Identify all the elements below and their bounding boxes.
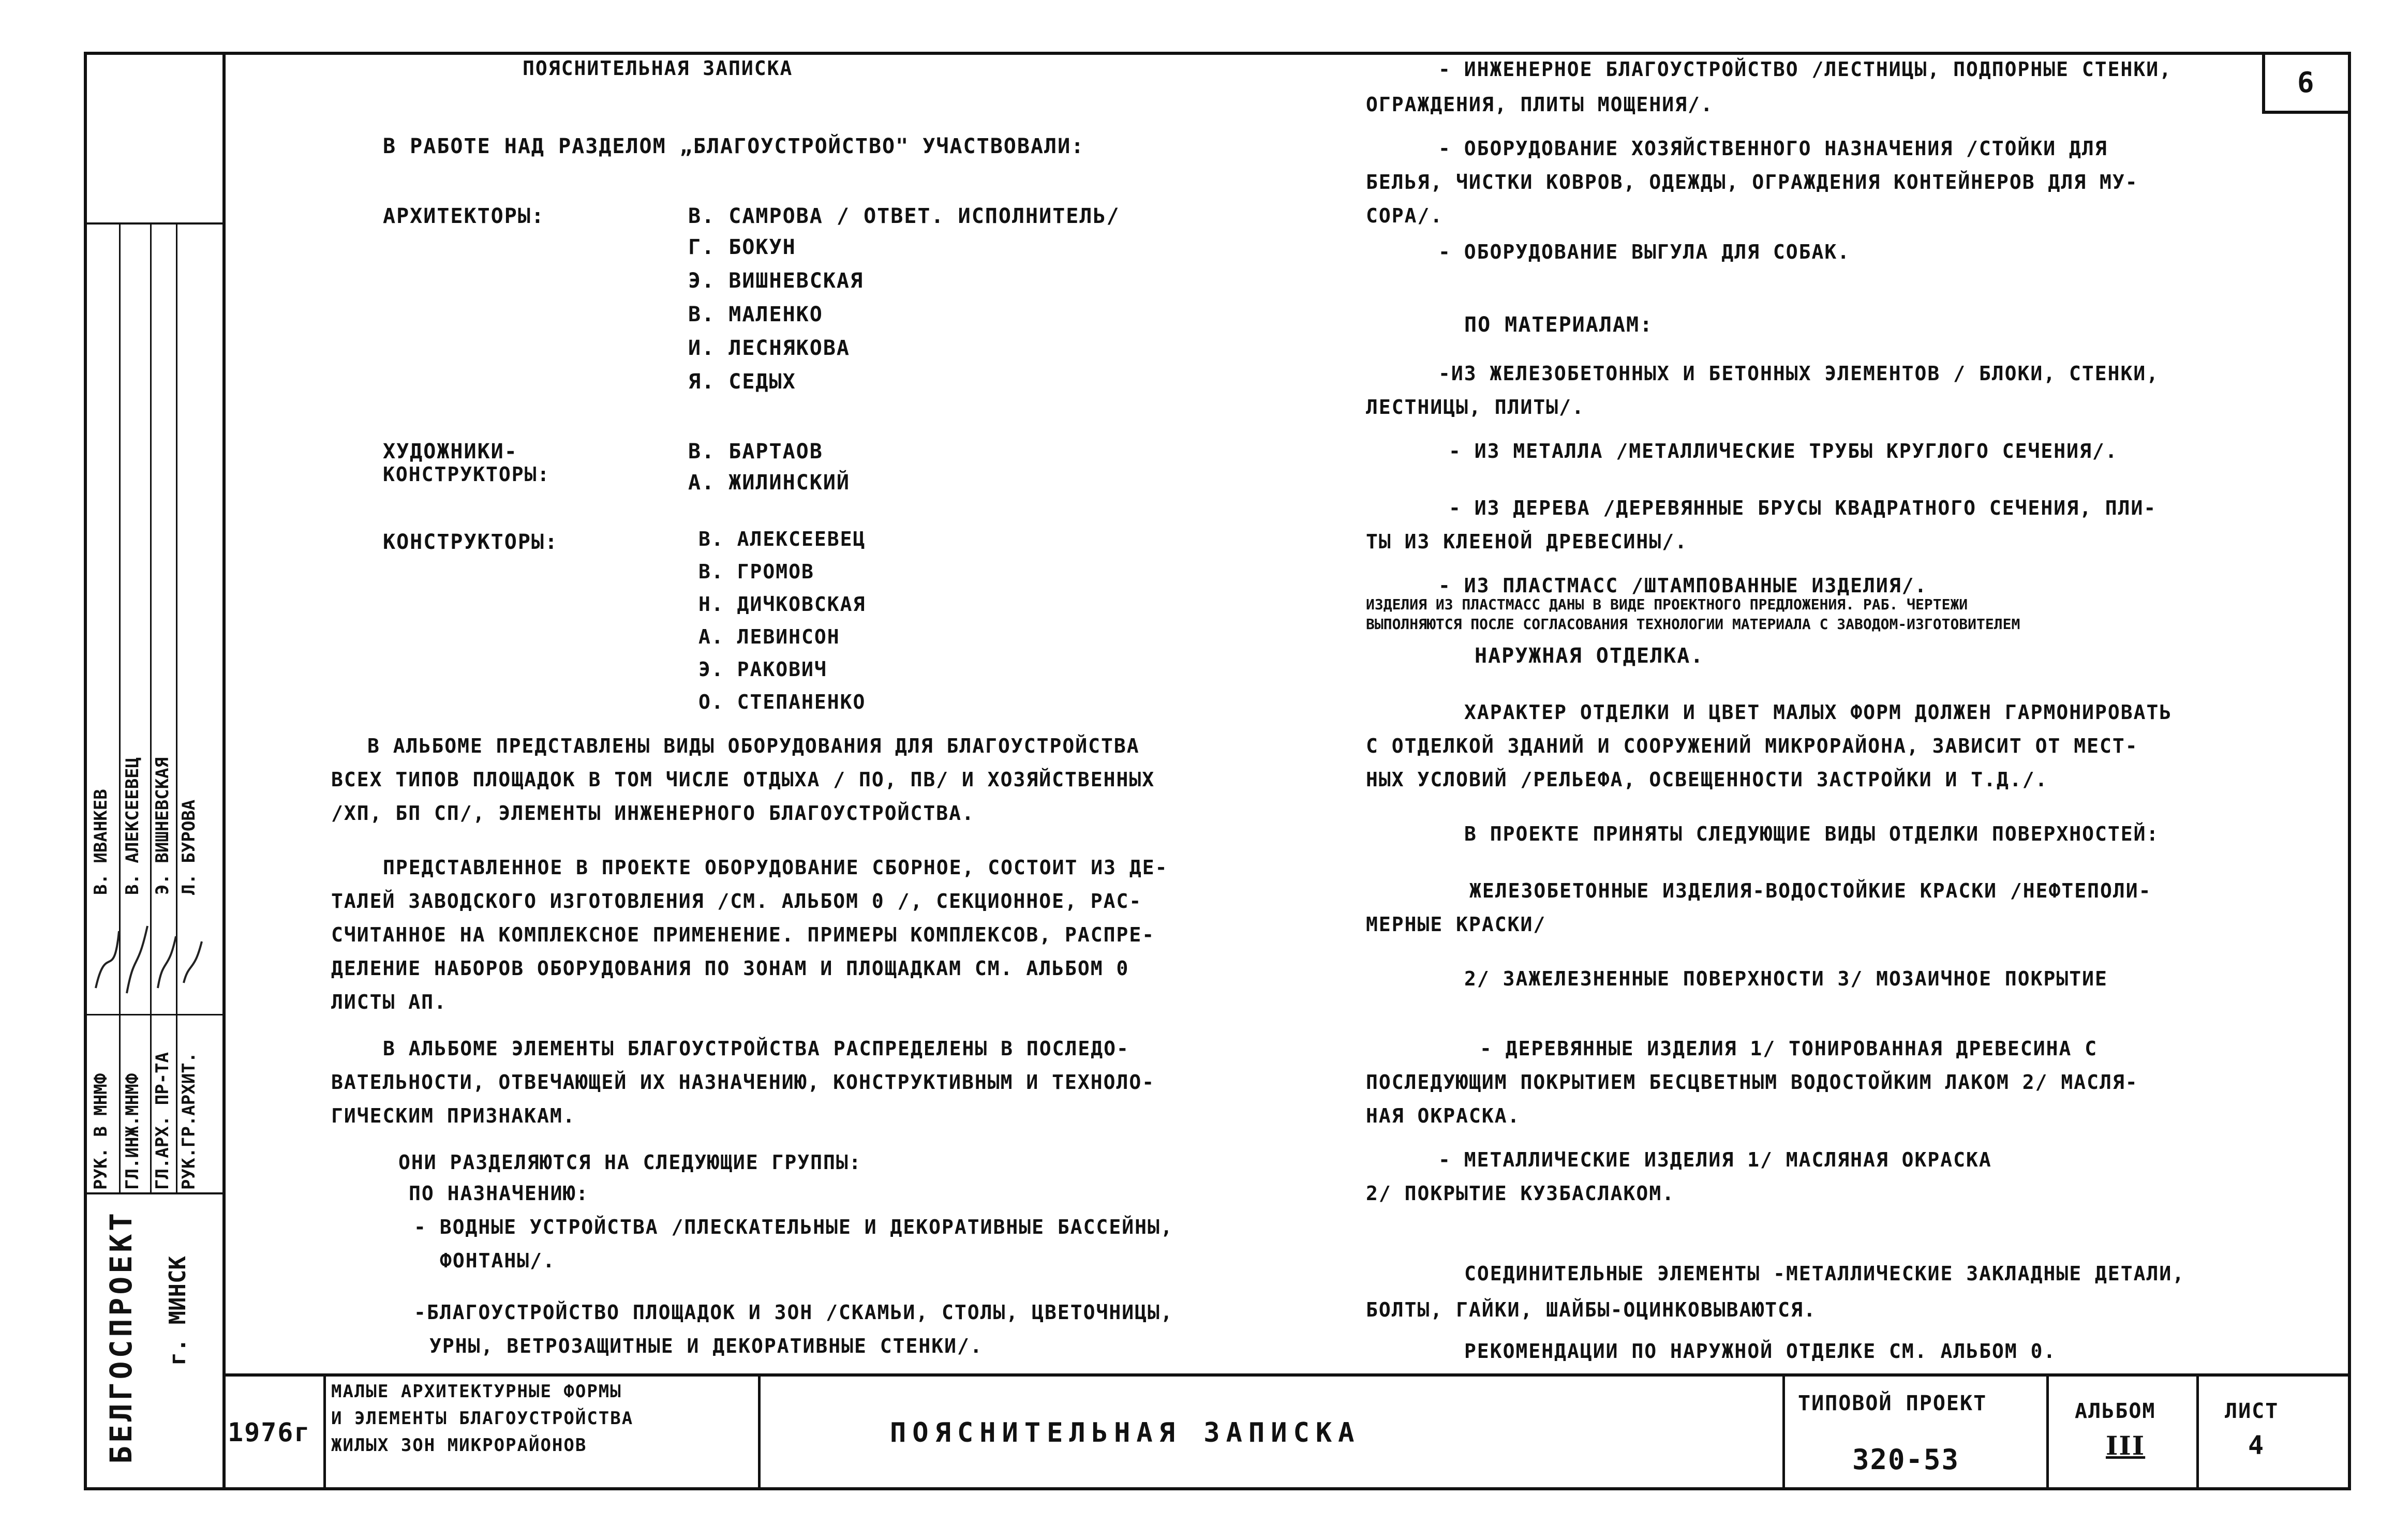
p2-line-2: ТАЛЕЙ ЗАВОДСКОГО ИЗГОТОВЛЕНИЯ /СМ. АЛЬБОМ 0 /, СЕКЦИОННОЕ, РАС- — [331, 890, 1142, 913]
stamp-subject-1: МАЛЫЕ АРХИТЕКТУРНЫЕ ФОРМЫ — [331, 1381, 622, 1402]
r11: 2/ ЗАЖЕЛЕЗНЕННЫЕ ПОВЕРХНОСТИ 3/ МОЗАИЧНОЕ ПОКРЫТИЕ — [1464, 967, 2108, 990]
margin-role-1: РУК. В МНМФ — [91, 1073, 111, 1190]
border-left — [84, 52, 87, 1490]
architect-2: Г. БОКУН — [688, 235, 796, 259]
p6-line-2: УРНЫ, ВЕТРОЗАЩИТНЫЕ И ДЕКОРАТИВНЫЕ СТЕНКИ/. — [429, 1335, 983, 1357]
r12-line-2: ПОСЛЕДУЮЩИМ ПОКРЫТИЕМ БЕСЦВЕТНЫМ ВОДОСТОЙКИМ ЛАКОМ 2/ МАСЛЯ- — [1366, 1071, 2138, 1094]
margin-role-2: ГЛ.ИНЖ.МНМФ — [122, 1073, 143, 1190]
stamp-div-4 — [2046, 1373, 2049, 1490]
stamp-sheet-label: ЛИСТ — [2225, 1399, 2279, 1423]
margin-name-4: Л. БУРОВА — [178, 799, 199, 895]
margin-role-3: ГЛ.АРХ. ПР-ТА — [152, 1052, 173, 1190]
margin-table-bottom — [84, 1192, 224, 1194]
p1-line-1: В АЛЬБОМЕ ПРЕДСТАВЛЕНЫ ВИДЫ ОБОРУДОВАНИЯ ДЛЯ БЛАГОУСТРОЙСТВА — [367, 735, 1140, 757]
p2-line-1: ПРЕДСТАВЛЕННОЕ В ПРОЕКТЕ ОБОРУДОВАНИЕ СБОРНОЕ, СОСТОИТ ИЗ ДЕ- — [383, 856, 1168, 879]
stamp-project-value: 320-53 — [1852, 1443, 1960, 1476]
p1-line-2: ВСЕХ ТИПОВ ПЛОЩАДОК В ТОМ ЧИСЛЕ ОТДЫХА / ПО, ПВ/ И ХОЗЯЙСТВЕННЫХ — [331, 768, 1155, 791]
r8-line-1: ХАРАКТЕР ОТДЕЛКИ И ЦВЕТ МАЛЫХ ФОРМ ДОЛЖЕН ГАРМОНИРОВАТЬ — [1464, 701, 2173, 724]
stamp-div-5 — [2196, 1373, 2199, 1490]
constructor-2: В. ГРОМОВ — [698, 560, 814, 583]
artists-label-2: КОНСТРУКТОРЫ: — [383, 463, 551, 486]
constructor-1: В. АЛЕКСЕЕВЕЦ — [698, 528, 866, 550]
architects-label: АРХИТЕКТОРЫ: — [383, 204, 545, 228]
r7: - ИЗ ПЛАСТМАСС /ШТАМПОВАННЫЕ ИЗДЕЛИЯ/. — [1438, 574, 1928, 597]
stamp-subject-3: ЖИЛЫХ ЗОН МИКРОРАЙОНОВ — [331, 1435, 587, 1456]
r5: - ИЗ МЕТАЛЛА /МЕТАЛЛИЧЕСКИЕ ТРУБЫ КРУГЛОГО СЕЧЕНИЯ/. — [1449, 440, 2118, 462]
architect-4: В. МАЛЕНКО — [688, 303, 823, 326]
p1-line-3: /ХП, БП СП/, ЭЛЕМЕНТЫ ИНЖЕНЕРНОГО БЛАГОУСТРОЙСТВА. — [331, 802, 975, 825]
r13-line-2: 2/ ПОКРЫТИЕ КУЗБАСЛАКОМ. — [1366, 1182, 1675, 1205]
stamp-album-label: АЛЬБОМ — [2075, 1399, 2156, 1423]
p4-line-1: ОНИ РАЗДЕЛЯЮТСЯ НА СЛЕДУЮЩИЕ ГРУППЫ: — [398, 1151, 862, 1174]
intro-text: В РАБОТЕ НАД РАЗДЕЛОМ „БЛАГОУСТРОЙСТВО" УЧАСТВОВАЛИ: — [383, 134, 1085, 158]
materials-heading: ПО МАТЕРИАЛАМ: — [1464, 313, 1654, 337]
artists-label-1: ХУДОЖНИКИ- — [383, 440, 518, 464]
stamp-div-3 — [1782, 1373, 1785, 1490]
r7-note-2: ВЫПОЛНЯЮТСЯ ПОСЛЕ СОГЛАСОВАНИЯ ТЕХНОЛОГИИ МАТЕРИАЛА С ЗАВОДОМ-ИЗГОТОВИТЕЛЕМ — [1366, 616, 2020, 633]
r6-line-1: - ИЗ ДЕРЕВА /ДЕРЕВЯННЫЕ БРУСЫ КВАДРАТНОГО СЕЧЕНИЯ, ПЛИ- — [1449, 497, 2157, 519]
margin-col-2 — [150, 222, 152, 1194]
border-right — [2348, 52, 2351, 1490]
stamp-div-1 — [323, 1373, 326, 1490]
architect-1: В. САМРОВА / ОТВЕТ. ИСПОЛНИТЕЛЬ/ — [688, 204, 1120, 228]
p5-line-1: - ВОДНЫЕ УСТРОЙСТВА /ПЛЕСКАТЕЛЬНЫЕ И ДЕКОРАТИВНЫЕ БАССЕЙНЫ, — [414, 1216, 1173, 1238]
inner-left-frame — [222, 52, 226, 1490]
p6-line-1: -БЛАГОУСТРОЙСТВО ПЛОЩАДОК И ЗОН /СКАМЬИ, СТОЛЫ, ЦВЕТОЧНИЦЫ, — [414, 1301, 1173, 1324]
constructor-5: Э. РАКОВИЧ — [698, 658, 827, 681]
r1-line-1: - ИНЖЕНЕРНОЕ БЛАГОУСТРОЙСТВО /ЛЕСТНИЦЫ, ПОДПОРНЫЕ СТЕНКИ, — [1438, 58, 2173, 81]
constructor-6: О. СТЕПАНЕНКО — [698, 691, 866, 713]
constructors-label: КОНСТРУКТОРЫ: — [383, 530, 559, 554]
doc-title-top: ПОЯСНИТЕЛЬНАЯ ЗАПИСКА — [523, 57, 793, 80]
r15: РЕКОМЕНДАЦИИ ПО НАРУЖНОЙ ОТДЕЛКЕ СМ. АЛЬБОМ 0. — [1464, 1340, 2057, 1363]
r4-line-1: -ИЗ ЖЕЛЕЗОБЕТОННЫХ И БЕТОННЫХ ЭЛЕМЕНТОВ / БЛОКИ, СТЕНКИ, — [1438, 362, 2160, 385]
p3-line-1: В АЛЬБОМЕ ЭЛЕМЕНТЫ БЛАГОУСТРОЙСТВА РАСПРЕДЕЛЕНЫ В ПОСЛЕДО- — [383, 1037, 1129, 1060]
r4-line-2: ЛЕСТНИЦЫ, ПЛИТЫ/. — [1366, 396, 1585, 418]
stamp-sheet-value: 4 — [2248, 1430, 2265, 1460]
r8-line-3: НЫХ УСЛОВИЙ /РЕЛЬЕФА, ОСВЕЩЕННОСТИ ЗАСТРОЙКИ И Т.Д./. — [1366, 768, 2048, 791]
margin-name-3: Э. ВИШНЕВСКАЯ — [152, 757, 173, 895]
margin-name-2: В. АЛЕКСЕЕВЕЦ — [122, 757, 143, 895]
margin-table-mid — [84, 1014, 224, 1015]
r2-line-2: БЕЛЬЯ, ЧИСТКИ КОВРОВ, ОДЕЖДЫ, ОГРАЖДЕНИЯ КОНТЕЙНЕРОВ ДЛЯ МУ- — [1366, 171, 2138, 193]
r2-line-1: - ОБОРУДОВАНИЕ ХОЗЯЙСТВЕННОГО НАЗНАЧЕНИЯ /СТОЙКИ ДЛЯ — [1438, 137, 2108, 160]
border-top — [84, 52, 2351, 55]
margin-table-top — [84, 222, 224, 225]
r9: В ПРОЕКТЕ ПРИНЯТЫ СЛЕДУЮЩИЕ ВИДЫ ОТДЕЛКИ ПОВЕРХНОСТЕЙ: — [1464, 823, 2160, 845]
r13-line-1: - МЕТАЛЛИЧЕСКИЕ ИЗДЕЛИЯ 1/ МАСЛЯНАЯ ОКРАСКА — [1438, 1148, 1992, 1171]
p3-line-3: ГИЧЕСКИМ ПРИЗНАКАМ. — [331, 1104, 576, 1127]
stamp-year: 1976г — [228, 1417, 311, 1447]
p2-line-5: ЛИСТЫ АП. — [331, 991, 447, 1013]
r6-line-2: ТЫ ИЗ КЛЕЕНОЙ ДРЕВЕСИНЫ/. — [1366, 530, 1688, 553]
margin-col-3 — [176, 222, 177, 1194]
signature-marks — [91, 910, 210, 1004]
margin-role-4: РУК.ГР.АРХИТ. — [178, 1052, 199, 1190]
stamp-subject-2: И ЭЛЕМЕНТЫ БЛАГОУСТРОЙСТВА — [331, 1408, 634, 1429]
stamp-title: ПОЯСНИТЕЛЬНАЯ ЗАПИСКА — [890, 1417, 1361, 1448]
r12-line-1: - ДЕРЕВЯННЫЕ ИЗДЕЛИЯ 1/ ТОНИРОВАННАЯ ДРЕВЕСИНА С — [1480, 1037, 2098, 1060]
r14-line-1: СОЕДИНИТЕЛЬНЫЕ ЭЛЕМЕНТЫ -МЕТАЛЛИЧЕСКИЕ ЗАКЛАДНЫЕ ДЕТАЛИ, — [1464, 1262, 2185, 1285]
artist-2: А. ЖИЛИНСКИЙ — [688, 471, 850, 495]
page-number: 6 — [2297, 66, 2315, 99]
p2-line-4: ДЕЛЕНИЕ НАБОРОВ ОБОРУДОВАНИЯ ПО ЗОНАМ И ПЛОЩАДКАМ СМ. АЛЬБОМ 0 — [331, 957, 1129, 980]
stamp-top — [222, 1373, 2351, 1377]
p2-line-3: СЧИТАННОЕ НА КОМПЛЕКСНОЕ ПРИМЕНЕНИЕ. ПРИМЕРЫ КОМПЛЕКСОВ, РАСПРЕ- — [331, 923, 1155, 946]
r14-line-2: БОЛТЫ, ГАЙКИ, ШАЙБЫ-ОЦИНКОВЫВАЮТСЯ. — [1366, 1298, 1817, 1321]
org-city: г. МИНСК — [165, 1256, 191, 1366]
org-name: БЕЛГОСПРОЕКТ — [103, 1209, 139, 1464]
margin-name-1: В. ИВАНКЕВ — [91, 789, 111, 895]
p4-line-2: ПО НАЗНАЧЕНИЮ: — [409, 1182, 589, 1205]
r7-note-1: ИЗДЕЛИЯ ИЗ ПЛАСТМАСС ДАНЫ В ВИДЕ ПРОЕКТНОГО ПРЕДЛОЖЕНИЯ. РАБ. ЧЕРТЕЖИ — [1366, 596, 1968, 613]
r10-line-1: ЖЕЛЕЗОБЕТОННЫЕ ИЗДЕЛИЯ-ВОДОСТОЙКИЕ КРАСКИ /НЕФТЕПОЛИ- — [1469, 879, 2152, 902]
r8-line-2: С ОТДЕЛКОЙ ЗДАНИЙ И СООРУЖЕНИЙ МИКРОРАЙОНА, ЗАВИСИТ ОТ МЕСТ- — [1366, 735, 2138, 757]
r1-line-2: ОГРАЖДЕНИЯ, ПЛИТЫ МОЩЕНИЯ/. — [1366, 93, 1714, 116]
stamp-album-value: III — [2106, 1430, 2146, 1461]
r10-line-2: МЕРНЫЕ КРАСКИ/ — [1366, 913, 1546, 936]
architect-6: Я. СЕДЫХ — [688, 370, 796, 394]
architect-5: И. ЛЕСНЯКОВА — [688, 336, 850, 360]
constructor-3: Н. ДИЧКОВСКАЯ — [698, 593, 866, 616]
r2-line-3: СОРА/. — [1366, 204, 1444, 227]
border-bottom — [84, 1487, 2351, 1490]
finish-heading: НАРУЖНАЯ ОТДЕЛКА. — [1475, 644, 1704, 668]
stamp-div-2 — [758, 1373, 761, 1490]
stamp-project-label: ТИПОВОЙ ПРОЕКТ — [1798, 1392, 1987, 1415]
margin-col-1 — [119, 222, 121, 1194]
r12-line-3: НАЯ ОКРАСКА. — [1366, 1104, 1521, 1127]
p3-line-2: ВАТЕЛЬНОСТИ, ОТВЕЧАЮЩЕЙ ИХ НАЗНАЧЕНИЮ, КОНСТРУКТИВНЫМ И ТЕХНОЛО- — [331, 1071, 1155, 1094]
constructor-4: А. ЛЕВИНСОН — [698, 625, 840, 648]
architect-3: Э. ВИШНЕВСКАЯ — [688, 269, 864, 293]
p5-line-2: ФОНТАНЫ/. — [440, 1249, 556, 1272]
artist-1: В. БАРТАОВ — [688, 440, 823, 464]
r3: - ОБОРУДОВАНИЕ ВЫГУЛА ДЛЯ СОБАК. — [1438, 241, 1851, 263]
